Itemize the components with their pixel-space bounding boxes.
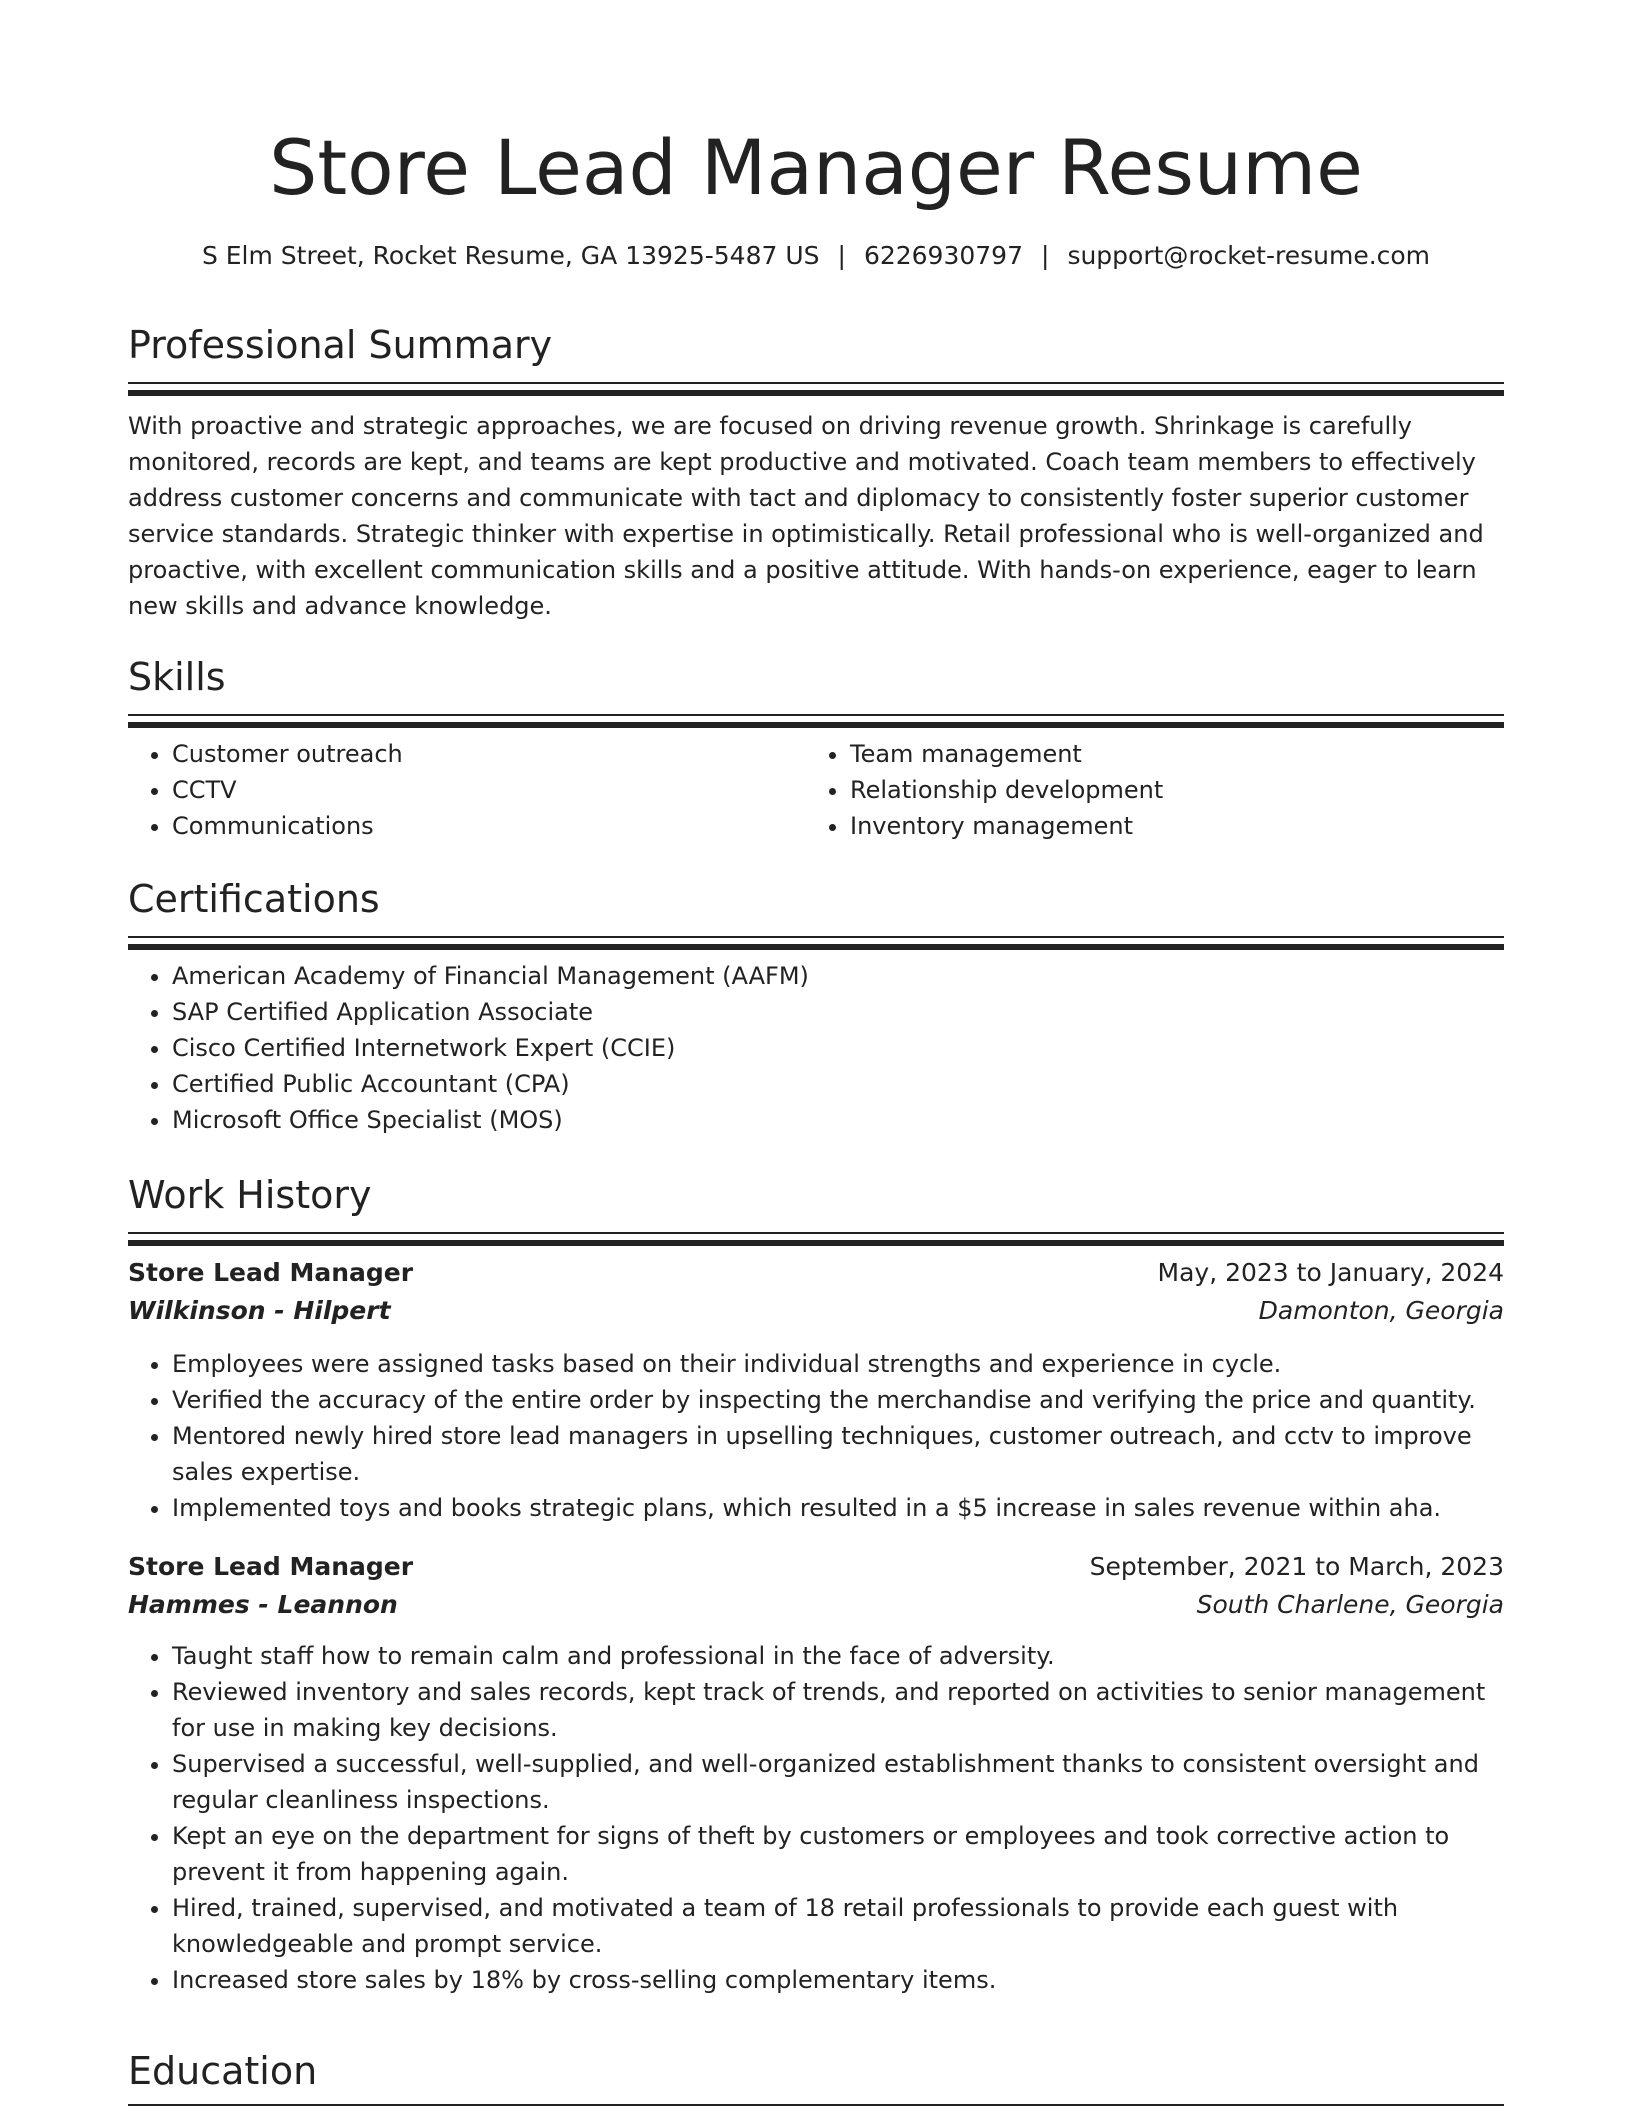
- certification-item: • Cisco Certified Internetwork Expert (CCIE): [172, 1030, 1504, 1066]
- job-header-row: [128, 1254, 1504, 1292]
- contact-email: support@rocket-resume.com: [1067, 241, 1431, 270]
- certification-item: • American Academy of Financial Management (AAFM): [172, 958, 1504, 994]
- education-section: [128, 2046, 1504, 2106]
- job-dates: September, 2021 to March, 2023: [1089, 1552, 1504, 1581]
- skills-section: [128, 652, 1504, 844]
- skill-item: • Inventory management: [850, 808, 1484, 844]
- skill-item: • Customer outreach: [172, 736, 806, 772]
- section-heading-work-history: Work History: [128, 1173, 372, 1217]
- job-bullet: • Verified the accuracy of the entire order by inspecting the merchandise and verifying the price and quantity.: [172, 1382, 1504, 1418]
- job-company: Wilkinson - Hilpert: [128, 1296, 391, 1325]
- job-header-row: [128, 1548, 1504, 1586]
- skills-column-left: [128, 736, 806, 844]
- section-heading-summary: Professional Summary: [128, 323, 553, 367]
- page-title: Store Lead Manager Resume: [269, 123, 1363, 212]
- section-divider: [128, 1232, 1504, 1234]
- certifications-section: [128, 874, 1504, 1138]
- job-bullet: • Implemented toys and books strategic plans, which resulted in a $5 increase in sales revenue within aha.: [172, 1490, 1504, 1526]
- job-entry: [128, 1254, 1504, 1526]
- contact-separator: |: [1041, 241, 1050, 270]
- summary-section: [128, 320, 1504, 624]
- job-company: Hammes - Leannon: [128, 1590, 398, 1619]
- skill-item: • Communications: [172, 808, 806, 844]
- work-history-section: [128, 1170, 1504, 1998]
- skill-item: • Relationship development: [850, 772, 1484, 808]
- job-bullet: • Increased store sales by 18% by cross-selling complementary items.: [172, 1962, 1504, 1998]
- job-title: Store Lead Manager: [128, 1258, 414, 1287]
- section-divider: [128, 382, 1504, 384]
- section-heading-education: Education: [128, 2049, 318, 2093]
- job-bullet: • Kept an eye on the department for signs of theft by customers or employees and took corrective action to prevent it from happening again.: [172, 1818, 1504, 1890]
- job-subheader-row: [128, 1586, 1504, 1624]
- job-dates: May, 2023 to January, 2024: [1157, 1258, 1504, 1287]
- certification-item: • Microsoft Office Specialist (MOS): [172, 1102, 1504, 1138]
- section-divider: [128, 714, 1504, 716]
- job-bullet: • Taught staff how to remain calm and professional in the face of adversity.: [172, 1638, 1504, 1674]
- contact-line: [128, 236, 1504, 276]
- job-bullet: • Reviewed inventory and sales records, kept track of trends, and reported on activities to senior management for use in making key decisions.: [172, 1674, 1504, 1746]
- summary-text: With proactive and strategic approaches, we are focused on driving revenue growth. Shrinkage is carefully monitored, records are kept, and teams are kept productive and motivated. Coach team members to effectively address customer concerns and communicate with tact and diplomacy to consistently foster superior customer service standards. Strategic thinker with expertise in optimistically. Retail professional who is well-organized and proactive, with excellent communication skills and a positive attitude. With hands-on experience, eager to learn new skills and advance knowledge.: [128, 412, 1484, 620]
- job-entry: [128, 1548, 1504, 1998]
- contact-phone: 6226930797: [863, 241, 1023, 270]
- skill-item: • CCTV: [172, 772, 806, 808]
- section-divider: [128, 2104, 1504, 2106]
- skills-column-right: [806, 736, 1484, 844]
- contact-address: S Elm Street, Rocket Resume, GA 13925-5487 US: [201, 241, 820, 270]
- section-heading-certifications: Certifications: [128, 877, 380, 921]
- section-heading-skills: Skills: [128, 655, 226, 699]
- job-title: Store Lead Manager: [128, 1552, 414, 1581]
- job-subheader-row: [128, 1292, 1504, 1330]
- job-bullet: • Employees were assigned tasks based on their individual strengths and experience in cycle.: [172, 1346, 1504, 1382]
- skills-grid: [128, 736, 1504, 844]
- job-location: South Charlene, Georgia: [1196, 1590, 1504, 1619]
- certification-item: • Certified Public Accountant (CPA): [172, 1066, 1504, 1102]
- certification-item: • SAP Certified Application Associate: [172, 994, 1504, 1030]
- job-bullet: • Supervised a successful, well-supplied, and well-organized establishment thanks to consistent oversight and regular cleanliness inspections.: [172, 1746, 1504, 1818]
- skill-item: • Team management: [850, 736, 1484, 772]
- job-location: Damonton, Georgia: [1258, 1296, 1504, 1325]
- section-divider: [128, 936, 1504, 938]
- job-bullet: • Hired, trained, supervised, and motivated a team of 18 retail professionals to provide each guest with knowledgeable and prompt service.: [172, 1890, 1504, 1962]
- job-bullet: • Mentored newly hired store lead managers in upselling techniques, customer outreach, and cctv to improve sales expertise.: [172, 1418, 1504, 1490]
- contact-separator: |: [837, 241, 846, 270]
